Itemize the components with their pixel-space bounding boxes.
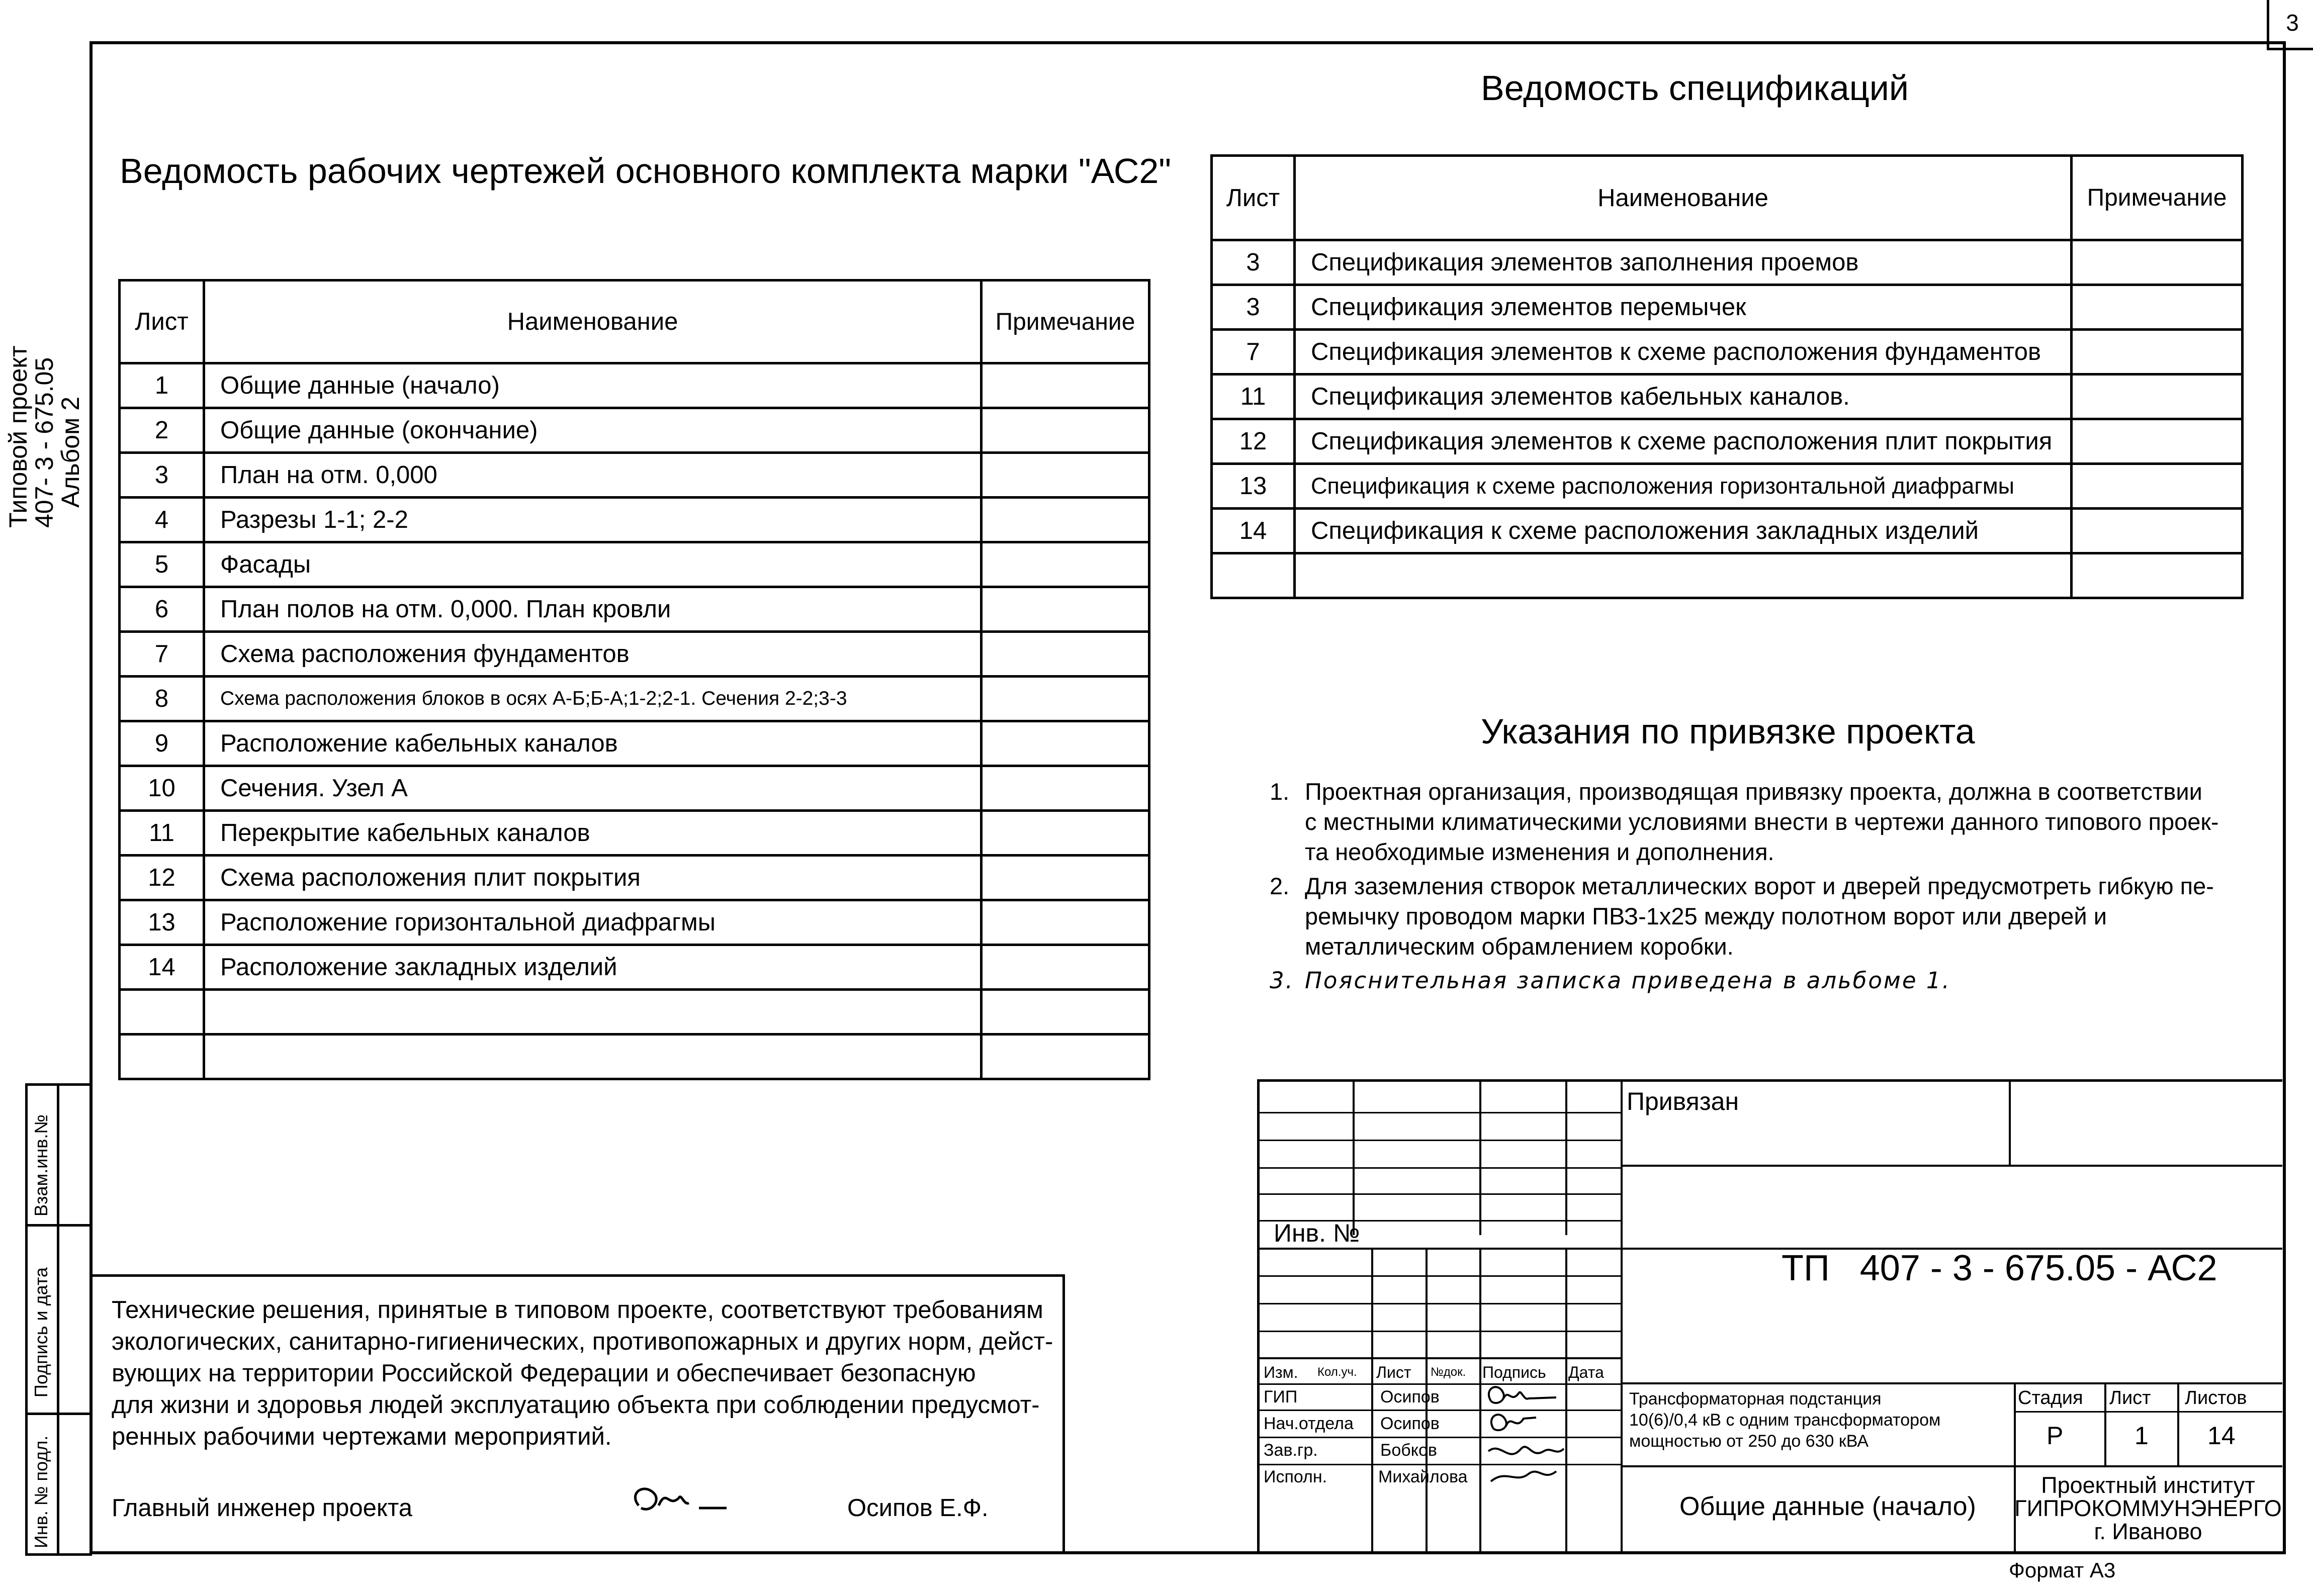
role-label: Зав.гр. [1264,1441,1318,1460]
header-sheet: Лист [120,280,204,363]
note-cell [982,408,1149,453]
table-row [120,632,1149,677]
object-line: Трансформаторная подстанция [1629,1389,1882,1409]
note-cell [982,542,1149,587]
sheet-label: Лист [2109,1387,2151,1409]
stage-value: Р [2047,1422,2064,1450]
note-cell [982,1035,1149,1079]
note-cell [982,856,1149,900]
table-row [1212,285,2243,330]
note-cell [982,900,1149,945]
table-row [120,542,1149,587]
instruction-line: Для заземления створок металлических ворот и дверей предусмотреть гибкую пе- [1305,873,2214,899]
note-cell [982,453,1149,498]
instruction-line: металлическим обрамлением коробки. [1305,933,1734,960]
note-cell [982,811,1149,856]
chief-signature [624,1478,734,1523]
table-row [120,811,1149,856]
statement-text [112,1294,1053,1453]
privyazan-label: Привязан [1627,1087,1739,1115]
name-cell: Спецификация элементов кабельных каналов. [1295,374,2072,419]
sheet-cell: 10 [120,766,204,811]
table-row [1212,374,2243,419]
col-izm: Изм. [1264,1363,1298,1381]
table-row [120,856,1149,900]
note-cell [982,721,1149,766]
sheet-cell: 12 [1212,419,1295,464]
sheet-title: Общие данные (начало) [1679,1492,1976,1521]
name-cell: Схема расположения блоков в осях А-Б;Б-А;1-2;2-1. Сечения 2-2;3-3 [204,677,982,721]
name-cell: Спецификация элементов перемычек [1295,285,2072,330]
instruction-number: 2. [1270,873,1290,899]
instructions-list [1267,777,2273,996]
sheet-cell: 12 [120,856,204,900]
name-cell: Фасады [204,542,982,587]
project-label: Типовой проект 407- 3 - 675.05 Альбом 2 [4,345,84,528]
statement-line: Технические решения, принятые в типовом проекте, соответствуют требованиям [112,1296,1043,1324]
statement-line: экологических, санитарно-гигиенических, противопожарных и других норм, дейст- [112,1328,1053,1355]
statement-line: для жизни и здоровья людей эксплуатацию объекта при соблюдении предусмот- [112,1391,1040,1419]
left-strip [25,1083,92,1556]
sheet-cell: 3 [1212,285,1295,330]
name-cell: Перекрытие кабельных каналов [204,811,982,856]
role-label: Нач.отдела [1264,1414,1354,1433]
table-row [120,587,1149,632]
sheet-cell: 1 [120,363,204,408]
note-cell [982,990,1149,1035]
statement-line: вующих на территории Российской Федерации и обеспечивает безопасную [112,1360,976,1387]
note-cell [2072,419,2243,464]
table-row [120,363,1149,408]
sheet-value: 1 [2134,1422,2149,1450]
col-list: Лист [1376,1363,1411,1381]
instruction-line: с местными климатическими условиями внести в чертежи данного типового проек- [1305,808,2219,835]
spec-header-sheet: Лист [1212,156,1295,240]
table-row [120,945,1149,990]
document-code: ТП 407 - 3 - 675.05 - АС2 [1782,1248,2217,1288]
organization [2014,1474,2282,1543]
instruction-line: Проектная организация, производящая привязку проекта, должна в соответствии [1305,778,2202,805]
table-row [120,766,1149,811]
org-line: г. Иваново [2094,1519,2202,1544]
name-cell: Спецификация к схеме расположения горизонтальной диафрагмы [1295,464,2072,509]
person-name: Осипов [1380,1414,1440,1433]
table-row [120,900,1149,945]
role-label: Исполн. [1264,1467,1327,1486]
sheet-cell: 11 [1212,374,1295,419]
name-cell: План на отм. 0,000 [204,453,982,498]
spec-list-title: Ведомость спецификаций [1481,68,1909,108]
table-row [120,453,1149,498]
instructions-title: Указания по привязке проекта [1481,712,1975,751]
note-cell [2072,464,2243,509]
sheet-cell: 4 [120,498,204,542]
note-cell [982,587,1149,632]
name-cell: Расположение горизонтальной диафрагмы [204,900,982,945]
sheet-cell: 3 [1212,240,1295,285]
person-name: Осипов [1380,1387,1440,1406]
name-cell: Разрезы 1-1; 2-2 [204,498,982,542]
name-cell: Расположение закладных изделий [204,945,982,990]
note-cell [2072,553,2243,598]
note-cell [2072,240,2243,285]
note-cell [982,766,1149,811]
sheet-cell: 7 [1212,330,1295,374]
sheet-cell: 5 [120,542,204,587]
name-cell: Спецификация к схеме расположения закладных изделий [1295,509,2072,553]
sheet-cell: 6 [120,587,204,632]
drawings-list-title: Ведомость рабочих чертежей основного комплекта марки "АС2" [120,151,1172,191]
note-cell [2072,285,2243,330]
spec-header-note: Примечание [2072,156,2243,240]
signatures [1481,1383,1581,1494]
table-row [1212,419,2243,464]
sheet-cell: 14 [120,945,204,990]
sheet-cell: 8 [120,677,204,721]
sheet-cell: 11 [120,811,204,856]
name-cell: Расположение кабельных каналов [204,721,982,766]
col-ndok: №док. [1431,1365,1466,1379]
note-cell [982,945,1149,990]
org-line: Проектный институт [2041,1472,2255,1498]
table-row [120,677,1149,721]
name-cell: Спецификация элементов к схеме расположения фундаментов [1295,330,2072,374]
org-line: ГИПРОКОММУНЭНЕРГО [2014,1495,2282,1521]
spec-header-name: Наименование [1295,156,2072,240]
instruction-line: та необходимые изменения и дополнения. [1305,838,1774,865]
note-cell [2072,374,2243,419]
header-name: Наименование [204,280,982,363]
chief-engineer-name: Осипов Е.Ф. [847,1494,989,1522]
inv-label: Инв. № подл. [31,1435,51,1548]
spec-list-table [1210,154,2244,599]
vzam-label: Взам.инв.№ [31,1114,51,1216]
statement-line: ренных рабочими чертежами мероприятий. [112,1423,612,1450]
col-data: Дата [1568,1363,1604,1381]
object-line: 10(6)/0,4 кВ с одним трансформатором [1629,1411,1941,1430]
name-cell: Схема расположения фундаментов [204,632,982,677]
table-row [1212,509,2243,553]
instruction-line: ремычку проводом марки ПВЗ-1х25 между полотном ворот или дверей и [1305,903,2107,929]
name-cell: Схема расположения плит покрытия [204,856,982,900]
note-cell [982,498,1149,542]
instruction-item [1267,777,2273,867]
table-row [1212,240,2243,285]
podpis-label: Подпись и дата [31,1267,51,1397]
note-cell [2072,509,2243,553]
sheet-cell: 14 [1212,509,1295,553]
name-cell: Сечения. Узел А [204,766,982,811]
sheets-value: 14 [2207,1422,2236,1450]
note-cell [2072,330,2243,374]
header-note: Примечание [982,280,1149,363]
table-row [120,721,1149,766]
sheet-cell: 2 [120,408,204,453]
instruction-number: 1. [1270,778,1290,805]
name-cell: Общие данные (начало) [204,363,982,408]
table-row [120,408,1149,453]
sheets-label: Листов [2185,1387,2247,1409]
table-row [120,1035,1149,1079]
name-cell: Общие данные (окончание) [204,408,982,453]
col-podpis: Подпись [1482,1363,1546,1381]
instruction-text: Пояснительная записка приведена в альбоме 1. [1305,967,1951,994]
title-block [1257,1079,2282,1553]
note-cell [982,632,1149,677]
instruction-item [1267,871,2273,962]
page-number: 3 [2286,10,2299,36]
inv-number-label: Инв. № [1274,1219,1360,1247]
name-cell: Спецификация элементов заполнения проемов [1295,240,2072,285]
object-line: мощностью от 250 до 630 кВА [1629,1432,1869,1451]
drawings-list-table [118,279,1150,1080]
table-row [1212,330,2243,374]
sheet-cell: 7 [120,632,204,677]
name-cell: План полов на отм. 0,000. План кровли [204,587,982,632]
object-description [1629,1388,1940,1452]
chief-engineer-label: Главный инженер проекта [112,1494,412,1522]
instruction-number: 3. [1270,967,1294,994]
table-row [1212,464,2243,509]
role-label: ГИП [1264,1387,1298,1406]
person-name: Михайлова [1378,1467,1468,1486]
person-name: Бобков [1380,1441,1437,1460]
sheet-cell: 3 [120,453,204,498]
name-cell: Спецификация элементов к схеме расположения плит покрытия [1295,419,2072,464]
col-kol: Кол.уч. [1317,1365,1357,1379]
format-label: Формат А3 [2009,1558,2116,1582]
note-cell [982,677,1149,721]
table-row [1212,553,2243,598]
instruction-handwritten [1267,966,2273,996]
stage-label: Стадия [2018,1387,2083,1409]
sheet-cell: 13 [1212,464,1295,509]
sheet-cell: 9 [120,721,204,766]
sheet-cell: 13 [120,900,204,945]
note-cell [982,363,1149,408]
table-row [120,990,1149,1035]
table-row [120,498,1149,542]
